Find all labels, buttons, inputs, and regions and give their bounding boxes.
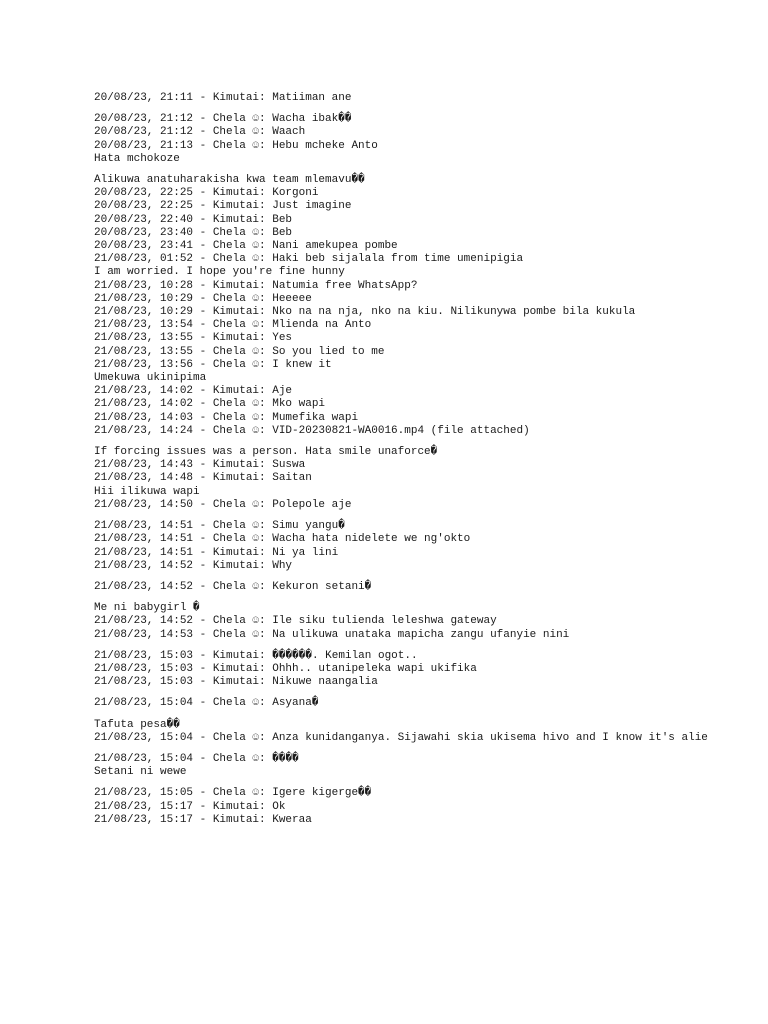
chat-line: 21/08/23, 01:52 - Chela ☺: Haki beb sijalala from time umenipigia [94, 253, 524, 266]
chat-line: 21/08/23, 14:02 - Kimutai: Aje [94, 385, 293, 398]
line-gap [94, 642, 734, 650]
chat-line: I am worried. I hope you're fine hunny [94, 266, 345, 279]
line-gap [94, 573, 734, 581]
chat-line: 20/08/23, 23:40 - Chela ☺: Beb [94, 226, 293, 239]
chat-line: Setani ni wewe [94, 766, 187, 779]
chat-line: 20/08/23, 21:11 - Kimutai: Matiiman ane [94, 92, 352, 104]
chat-line: Hii ilikuwa wapi [94, 485, 200, 498]
chat-line: Tafuta pesa�� [94, 718, 180, 731]
chat-line: 21/08/23, 14:53 - Chela ☺: Na ulikuwa unataka mapicha zangu ufanyie nini [94, 628, 570, 641]
chat-line: 21/08/23, 14:03 - Chela ☺: Mumefika wapi [94, 411, 359, 424]
line-gap [94, 166, 734, 174]
chat-line: 21/08/23, 15:03 - Kimutai: Nikuwe naangalia [94, 676, 378, 689]
chat-line: 21/08/23, 13:56 - Chela ☺: I knew it [94, 358, 332, 371]
chat-line: Me ni babygirl � [94, 602, 200, 615]
chat-line: 21/08/23, 14:48 - Kimutai: Saitan [94, 472, 312, 485]
chat-line: 21/08/23, 14:24 - Chela ☺: VID-20230821-WA0016.mp4 (file attached) [94, 424, 530, 437]
chat-line: 21/08/23, 14:43 - Kimutai: Suswa [94, 459, 306, 472]
chat-line: 21/08/23, 15:04 - Chela ☺: Asyana� [94, 697, 319, 710]
line-gap [94, 105, 734, 113]
chat-line: 21/08/23, 14:51 - Chela ☺: Simu yangu� [94, 520, 345, 533]
chat-line: 20/08/23, 22:25 - Kimutai: Just imagine [94, 200, 352, 213]
chat-line: Hata mchokoze [94, 152, 180, 165]
chat-line: 21/08/23, 13:55 - Chela ☺: So you lied to me [94, 345, 385, 358]
chat-line: 21/08/23, 14:52 - Chela ☺: Ile siku tulienda leleshwa gateway [94, 615, 497, 628]
line-gap [94, 512, 734, 520]
chat-line: 20/08/23, 21:12 - Chela ☺: Wacha ibak�� [94, 113, 352, 126]
chat-line: 21/08/23, 15:03 - Kimutai: Ohhh.. utanipeleka wapi ukifika [94, 662, 477, 675]
chat-line: 21/08/23, 14:02 - Chela ☺: Mko wapi [94, 398, 326, 411]
chat-line: 20/08/23, 23:41 - Chela ☺: Nani amekupea pombe [94, 240, 398, 253]
chat-line: 21/08/23, 10:28 - Kimutai: Natumia free WhatsApp? [94, 279, 418, 292]
line-gap [94, 594, 734, 602]
chat-line: Alikuwa anatuharakisha kwa team mlemavu�� [94, 174, 365, 187]
chat-line: 21/08/23, 14:52 - Kimutai: Why [94, 559, 293, 572]
chat-line: 20/08/23, 21:13 - Chela ☺: Hebu mcheke Anto [94, 139, 378, 152]
chat-line: 21/08/23, 13:54 - Chela ☺: Mlienda na Anto [94, 319, 372, 332]
chat-line: 21/08/23, 10:29 - Kimutai: Nko na na nja, nko na kiu. Nilikunywa pombe bila kukula [94, 306, 636, 319]
line-gap [94, 711, 734, 719]
chat-line: 21/08/23, 14:51 - Kimutai: Ni ya lini [94, 546, 339, 559]
chat-line: 21/08/23, 15:04 - Chela ☺: Anza kunidanganya. Sijawahi skia ukisema hivo and I know it's alie [94, 731, 708, 744]
chat-line: 21/08/23, 10:29 - Chela ☺: Heeeee [94, 292, 312, 305]
chat-line: 21/08/23, 15:04 - Chela ☺: ���� [94, 752, 299, 765]
chat-line: If forcing issues was a person. Hata smile unaforce� [94, 446, 438, 459]
chat-line: 20/08/23, 22:40 - Kimutai: Beb [94, 213, 293, 226]
chat-line: 21/08/23, 15:03 - Kimutai: ������. Kemilan ogot.. [94, 649, 418, 662]
line-gap [94, 745, 734, 753]
chat-line: 21/08/23, 14:50 - Chela ☺: Polepole aje [94, 498, 352, 511]
chat-line: 20/08/23, 22:25 - Kimutai: Korgoni [94, 187, 319, 200]
chat-line: 21/08/23, 15:05 - Chela ☺: Igere kigerge�� [94, 787, 372, 800]
chat-line: 21/08/23, 14:51 - Chela ☺: Wacha hata nidelete we ng'okto [94, 533, 471, 546]
chat-line: 21/08/23, 15:17 - Kimutai: Kweraa [94, 813, 312, 826]
chat-line: 21/08/23, 13:55 - Kimutai: Yes [94, 332, 293, 345]
chat-transcript [94, 92, 734, 827]
line-gap [94, 438, 734, 446]
chat-line: 21/08/23, 15:17 - Kimutai: Ok [94, 800, 286, 813]
chat-line: 20/08/23, 21:12 - Chela ☺: Waach [94, 126, 306, 139]
chat-line: 21/08/23, 14:52 - Chela ☺: Kekuron setani� [94, 580, 372, 593]
chat-line: Umekuwa ukinipima [94, 372, 207, 385]
